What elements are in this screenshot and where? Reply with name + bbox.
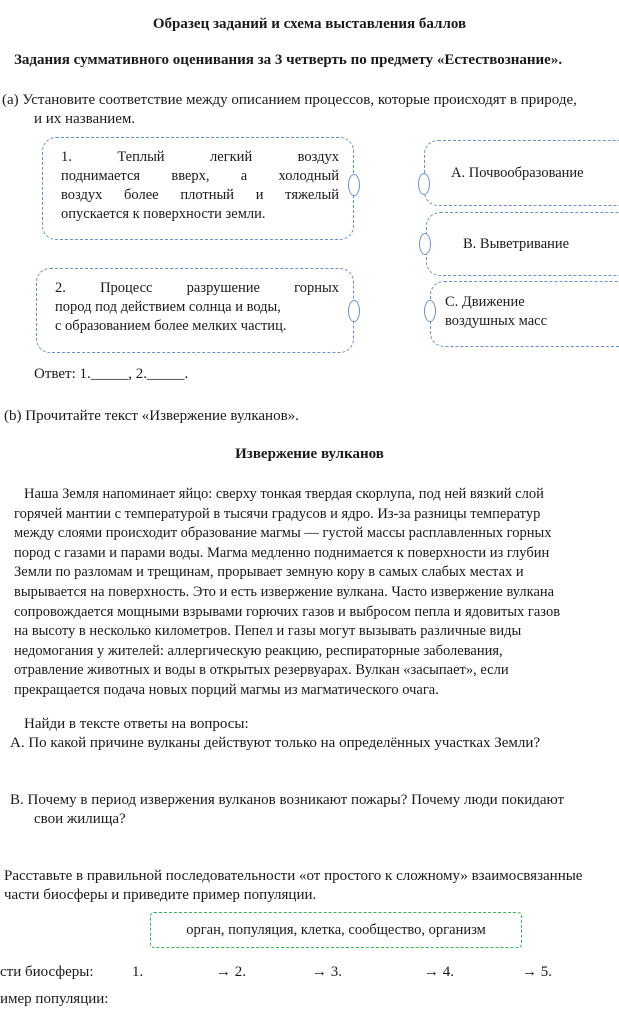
task-c-instruction-line2: части биосферы и приведите пример популяции. — [4, 887, 317, 903]
paragraph-line: Наша Земля напоминает яйцо: сверху тонкая твердая скорлупа, под ней вязкий слой — [24, 486, 544, 502]
paragraph-line: на высоту в несколько километров. Пепел и газы могут вызывать различные виды — [14, 623, 522, 640]
process-1-line: опускается к поверхности земли. — [61, 206, 266, 222]
text-title: Извержение вулканов — [235, 446, 384, 462]
process-box-1 — [42, 137, 354, 240]
connector-knob[interactable] — [424, 300, 436, 322]
population-example-label: имер популяции: — [0, 991, 109, 1007]
connector-knob[interactable] — [418, 173, 430, 195]
process-1-line: поднимается вверх, а холодный — [61, 168, 339, 184]
question-b-line2: свои жилища? — [34, 811, 126, 827]
option-box-b — [426, 212, 619, 276]
process-2-line: пород под действием солнца и воды, — [55, 299, 281, 315]
word-bank-box — [150, 912, 522, 948]
paragraph-line: отравление животных и воды в открытых резервуарах. Вулкан «засыпает», если — [14, 662, 509, 679]
sequence-step-5: → 5. — [522, 964, 552, 980]
word-bank-text: орган, популяция, клетка, сообщество, организм — [186, 922, 486, 938]
paragraph-line: между слоями происходит образование магмы — густой массы расплавленных горных — [14, 525, 552, 542]
sequence-label: сти биосферы: — [0, 964, 94, 980]
paragraph-line: Земли по разломам и трещинам, прорывает земную кору в самых слабых местах и — [14, 564, 524, 581]
option-box-c — [430, 281, 619, 347]
option-box-a — [424, 140, 619, 206]
process-2-line: 2. Процесс разрушение горных — [55, 280, 339, 296]
process-box-2 — [36, 268, 354, 353]
sequence-step-2: → 2. — [216, 964, 246, 980]
paragraph-line: вырывается на поверхность. Это и есть извержение вулкана. Часто извержение вулкана — [14, 583, 555, 600]
connector-knob[interactable] — [348, 174, 360, 196]
option-c-label-line2: воздушных масс — [445, 313, 548, 329]
task-a-instruction-line2: и их названием. — [34, 111, 136, 127]
task-a-answer: Ответ: 1._____, 2._____. — [34, 366, 189, 382]
questions-intro: Найди в тексте ответы на вопросы: — [24, 716, 249, 732]
question-a: A. По какой причине вулканы действуют только на определённых участках Земли? — [10, 735, 541, 751]
option-b-label: В. Выветривание — [463, 236, 570, 252]
sequence-step-3: → 3. — [312, 964, 342, 980]
task-b-instruction: (b) Прочитайте текст «Извержение вулканов». — [4, 408, 299, 424]
paragraph-line: прекращается подача новых порций магмы из магматического очага. — [14, 681, 439, 698]
paragraph-line: горячей мантии с температурой в тысячи градусов и ядро. Из-за разницы температур — [14, 505, 541, 522]
volcano-paragraph — [14, 485, 619, 701]
sequence-step-1: 1. — [132, 964, 144, 980]
process-1-line: воздух более плотный и тяжелый — [61, 187, 339, 203]
connector-knob[interactable] — [419, 233, 431, 255]
paragraph-line: недомогания у жителей: аллергическую реакцию, респираторные заболевания, — [14, 642, 503, 659]
option-c-label-line1: С. Движение — [445, 294, 525, 310]
task-a-instruction-line1: (a) Установите соответствие между описанием процессов, которые происходят в природе, — [2, 92, 577, 108]
paragraph-line: сопровождается мощными взрывами горючих газов и выбросом пепла и ядовитых газов — [14, 603, 561, 620]
process-2-line: с образованием более мелких частиц. — [55, 318, 287, 334]
task-c-instruction-line1: Расставьте в правильной последовательности «от простого к сложному» взаимосвязанные — [4, 868, 583, 884]
option-a-label: А. Почвообразование — [451, 165, 584, 181]
page-title: Образец заданий и схема выставления баллов — [152, 16, 467, 32]
page-subtitle: Задания суммативного оценивания за 3 четверть по предмету «Естествознание». — [14, 52, 563, 68]
sequence-step-4: → 4. — [424, 964, 454, 980]
process-1-line: 1. Теплый легкий воздух — [61, 149, 339, 165]
question-b-line1: B. Почему в период извержения вулканов возникают пожары? Почему люди покидают — [10, 792, 565, 808]
paragraph-line: пород с газами и парами воды. Магма медленно поднимается к поверхности из глубин — [14, 544, 550, 561]
connector-knob[interactable] — [348, 300, 360, 322]
